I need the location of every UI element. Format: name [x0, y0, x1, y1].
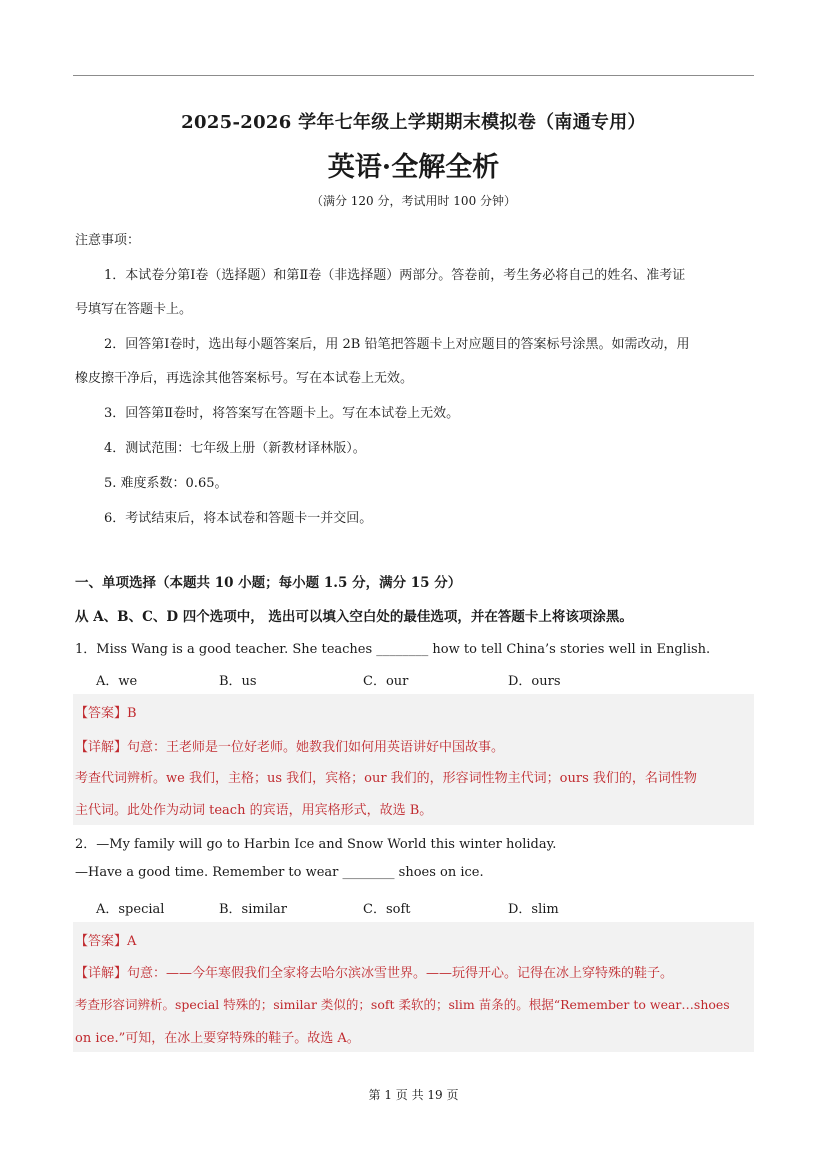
option-b: B．similar: [219, 902, 287, 917]
answer-detail: 【详解】句意：——今年寒假我们全家将去哈尔滨冰雪世界。——玩得开心。记得在冰上穿特殊的鞋子。: [75, 966, 674, 981]
question-stem: —Have a good time. Remember to wear ________ shoes on ice.: [75, 865, 484, 880]
exam-subtitle: 英语·全解全析: [327, 152, 500, 183]
section-heading: 一、单项选择（本题共 10 小题；每小题 1.5 分，满分 15 分）: [75, 575, 462, 591]
notice-item: 5. 难度系数：0.65。: [104, 476, 228, 491]
header-rule: [73, 75, 754, 76]
answer-label: 【答案】A: [75, 934, 137, 949]
answer-detail: 考查代词辨析。we 我们，主格；us 我们，宾格；our 我们的，形容词性物主代词；ours 我们的，名词性物: [75, 771, 697, 786]
option-d: D．slim: [508, 902, 559, 917]
exam-title: 2025-2026 学年七年级上学期期末模拟卷（南通专用）: [181, 112, 646, 133]
page-number: 第 1 页 共 19 页: [368, 1088, 459, 1102]
answer-detail: on ice.”可知，在冰上要穿特殊的鞋子。故选 A。: [75, 1031, 360, 1046]
option-a: A．we: [96, 674, 138, 689]
notice-item: 3．回答第Ⅱ卷时，将答案写在答题卡上。写在本试卷上无效。: [104, 406, 460, 421]
option-d: D．ours: [508, 674, 561, 689]
section-instruction: 从 A、B、C、D 四个选项中， 选出可以填入空白处的最佳选项，并在答题卡上将该项涂黑。: [75, 609, 633, 625]
notice-item: 4．测试范围：七年级上册（新教材译林版）。: [104, 441, 366, 456]
notice-heading: 注意事项：: [75, 233, 141, 248]
option-c: C．our: [363, 674, 409, 689]
answer-label: 【答案】B: [75, 706, 137, 721]
notice-item: 2．回答第Ⅰ卷时，选出每小题答案后，用 2B 铅笔把答题卡上对应题目的答案标号涂黑。如需改动，用: [104, 337, 690, 352]
option-c: C．soft: [363, 902, 411, 917]
notice-item: 号填写在答题卡上。: [75, 302, 193, 317]
option-a: A．special: [96, 902, 165, 917]
notice-item: 1．本试卷分第Ⅰ卷（选择题）和第Ⅱ卷（非选择题）两部分。答卷前，考生务必将自己的姓名、准考证: [104, 268, 686, 283]
score-info: （满分 120 分，考试用时 100 分钟）: [310, 194, 517, 208]
answer-detail: 【详解】句意：王老师是一位好老师。她教我们如何用英语讲好中国故事。: [75, 740, 505, 755]
question-stem: 2．—My family will go to Harbin Ice and Snow World this winter holiday.: [75, 837, 557, 852]
answer-detail: 主代词。此处作为动词 teach 的宾语，用宾格形式，故选 B。: [75, 803, 433, 818]
question-stem: 1．Miss Wang is a good teacher. She teaches ________ how to tell China’s stories well in English.: [75, 642, 711, 657]
option-b: B．us: [219, 674, 257, 689]
notice-item: 6．考试结束后，将本试卷和答题卡一并交回。: [104, 511, 373, 526]
answer-detail: 考查形容词辨析。special 特殊的；similar 类似的；soft 柔软的；slim 苗条的。根据“Remember to wear…shoes: [75, 997, 730, 1012]
notice-item: 橡皮擦干净后，再选涂其他答案标号。写在本试卷上无效。: [75, 371, 414, 386]
